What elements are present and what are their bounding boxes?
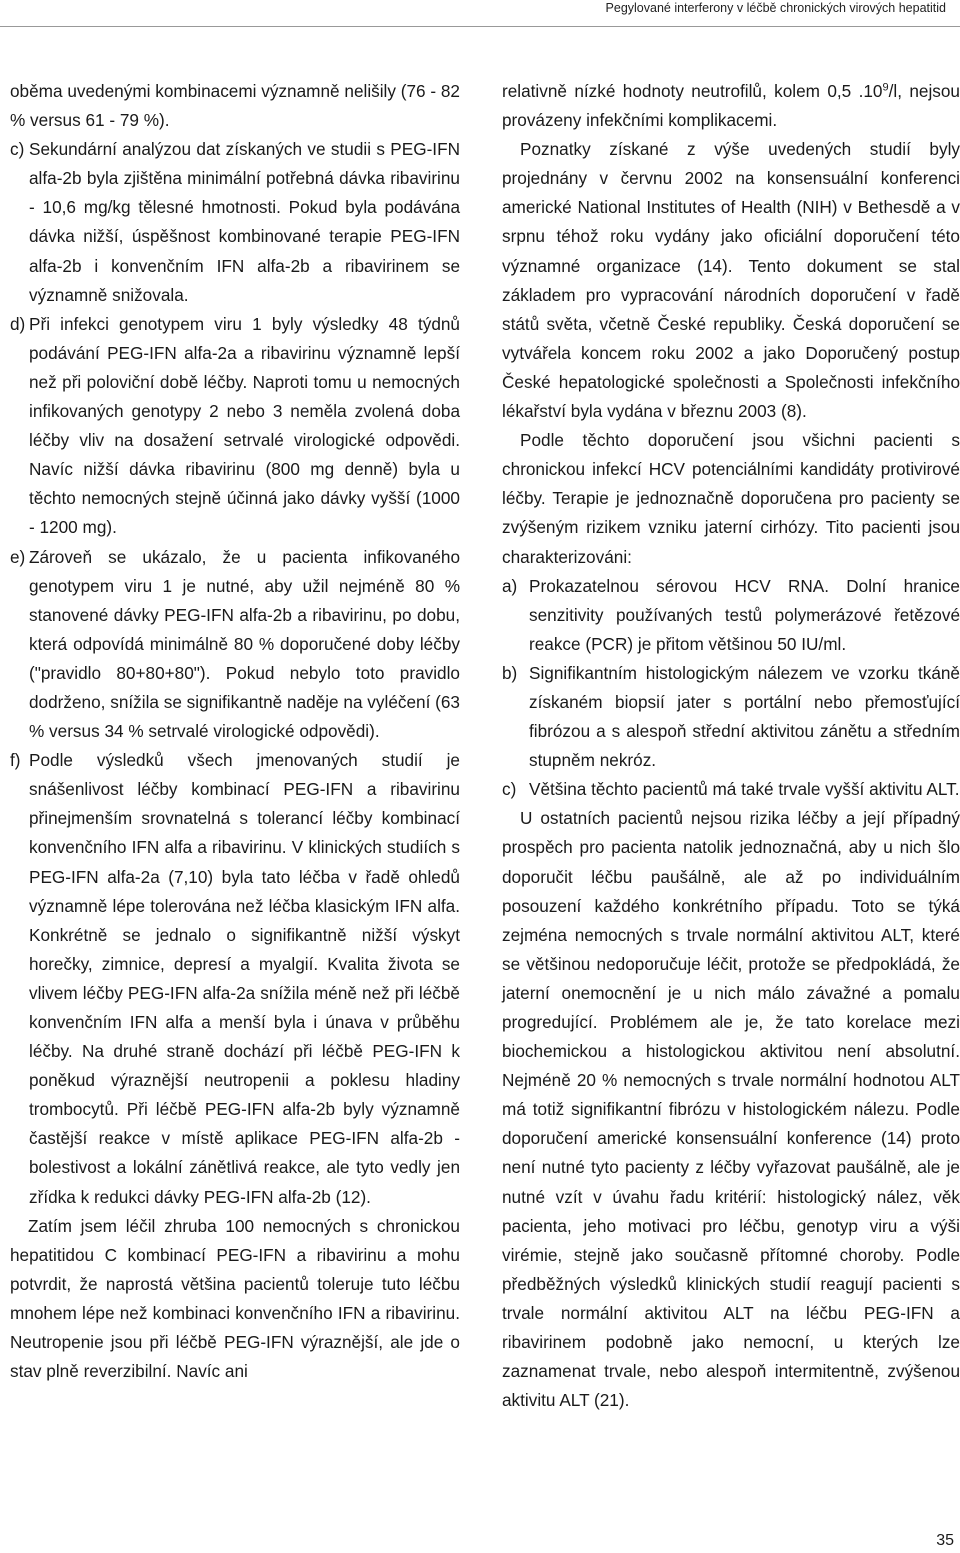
list-item-c <box>502 775 960 804</box>
list-text: Zároveň se ukázalo, že u pacienta infikovaného genotypem viru 1 je nutné, aby užil nejméně 80 % stanovené dávky PEG-IFN alfa-2b a ribavirinu, po dobu, která odpovídá minimálně 80 % doporučené doby léčby ("pravidlo 80+80+80"). Pokud nebylo toto pravidlo dodrženo, snížila se signifikantně naděje na vyléčení (63 % versus 34 % setrvalé virologické odpovědi). <box>29 546 460 742</box>
list-label: a) <box>502 575 518 596</box>
list-text: Prokazatelnou sérovou HCV RNA. Dolní hranice senzitivity používaných testů polymerázové řetězové reakce (PCR) je přitom většinou 50 IU/ml. <box>529 575 960 654</box>
list-item-a <box>502 572 960 659</box>
list-label: e) <box>10 546 26 567</box>
list-item-f <box>10 746 460 1212</box>
list-text: Sekundární analýzou dat získaných ve studii s PEG-IFN alfa-2b byla zjištěna minimální potřebná dávka ribavirinu - 10,6 mg/kg tělesné hmotnosti. Pokud byla podávána dávka nižší, úspěšnost kombinované terapie PEG-IFN alfa-2b i konvenčním IFN alfa-2b a ribavirinem se významně snižovala. <box>29 139 460 305</box>
continuation-text-start: relativně nízké hodnoty neutrofilů, kolem 0,5 .10 <box>502 81 883 101</box>
list-label: d) <box>10 313 26 334</box>
paragraph-continuation: oběma uvedenými kombinacemi významně nelišily (76 - 82 % versus 61 - 79 %). <box>10 81 460 131</box>
paragraph-continuation <box>502 77 960 135</box>
list-item-e <box>10 543 460 747</box>
right-column <box>502 77 960 1415</box>
list-text: Podle výsledků všech jmenovaných studií je snášenlivost léčby kombinací PEG-IFN a ribavirinu přinejmenším srovnatelná s tolerancí léčby kombinací konvenčního IFN alfa a ribavirinu. V klinických studiích s PEG-IFN alfa-2a (7,10) byla tato léčba v řadě ohledů významně lépe tolerována než léčba klasickým IFN alfa. Konkrétně se jednalo o signifikantně nižší výskyt horečky, zimnice, depresí a myalgií. Kvalita života se vlivem léčby PEG-IFN alfa-2a snížila méně než při léčbě konvenčním IFN alfa a menší byla i únava v průběhu léčby. Na druhé straně dochází při léčbě PEG-IFN k poněkud výraznější neutropenii a poklesu hladiny trombocytů. Při léčbě PEG-IFN alfa-2b byly významně častější reakce v místě aplikace PEG-IFN alfa-2b - bolestivost a lokální zánětlivá reakce, ale tyto vedly jen zřídka k redukci dávky PEG-IFN alfa-2b (12). <box>29 750 460 1207</box>
list-label: c) <box>502 779 517 800</box>
paragraph-consensus: Poznatky získané z výše uvedených studií byly projednány v červnu 2002 na konsensuální konferenci americké National Institutes of Health (NIH) v Bethesdě a v srpnu téhož roku vydány jako oficiální doporučení této významné organizace (14). Tento dokument se stal základem pro vypracování národních doporučení v řadě států světa, včetně České republiky. Česká doporučení se vytvářela koncem roku 2002 a jako Doporučený postup České hepatologické společnosti a Společnosti infekčního lékařství byla vydána v březnu 2003 (8). <box>502 139 960 422</box>
page-number: 35 <box>936 1532 954 1549</box>
paragraph-other-patients: U ostatních pacientů nejsou rizika léčby a její případný prospěch pro pacienta natolik jednoznačná, aby u nich šlo doporučit léčbu paušálně, ale až po individuálním posouzení každého konkrétního případu. Toto se týká zejména nemocných s trvale normální aktivitou ALT, které se většinou nedoporučuje léčit, protože se předpokládá, že jaterní onemocnění je u nich málo závažné a pomalu progredující. Problémem ale je, že tato korelace mezi biochemickou a histologickou aktivitou není absolutní. Nejméně 20 % nemocných s trvale normální hodnotou ALT má totiž signifikantní fibrózu v histologickém nálezu. Podle doporučení americké konsensuální konference (14) proto není nutné tyto pacienty z léčby vyřazovat paušálně, ale je nutné vzít v úvahu řadu kritérií: histologický nález, věk pacienta, jeho motivaci pro léčbu, genotyp viru a výši virémie, stejně jako současně přítomné choroby. Podle předběžných výsledků klinických studií reagují pacienti s trvale normální aktivitou ALT na léčbu PEG-IFN a ribavirinem podobně jako nemocní, u kterých lze zaznamenat trvale, nebo alespoň intermitentně, zvýšenou aktivitu ALT (21). <box>502 808 960 1411</box>
list-item-b <box>502 659 960 775</box>
list-label: f) <box>10 750 21 771</box>
list-label: c) <box>10 139 25 160</box>
superscript-exponent: 9 <box>882 81 889 94</box>
paragraph-candidates: Podle těchto doporučení jsou všichni pacienti s chronickou infekcí HCV potenciálními kandidáty protivirové léčby. Terapie je jednoznačně doporučena pro pacienty se zvýšeným rizikem vzniku jaterní cirhózy. Tito pacienti jsou charakterizováni: <box>502 430 960 567</box>
list-item-c <box>10 135 460 310</box>
list-text: Při infekci genotypem viru 1 byly výsledky 48 týdnů podávání PEG-IFN alfa-2a a ribavirinu významně lepší než při poloviční době léčby. Naproti tomu u nemocných infikovaných genotypy 2 nebo 3 neměla zvolená doba léčby vliv na dosažení setrvalé virologické odpovědi. Navíc nižší dávka ribavirinu (800 mg denně) byla u těchto nemocných stejně účinná jako dávky vyšší (1000 - 1200 mg). <box>29 313 460 538</box>
header-rule <box>0 26 960 27</box>
list-text: Většina těchto pacientů má také trvale vyšší aktivitu ALT. <box>529 779 960 800</box>
continuation-text-end: /l, nejsou provázeny infekčními komplikacemi. <box>502 81 960 131</box>
running-header: Pegylované interferony v léčbě chronických virových hepatitid <box>605 1 946 15</box>
left-column <box>10 77 460 1386</box>
list-label: b) <box>502 662 518 683</box>
list-text: Signifikantním histologickým nálezem ve vzorku tkáně získaném biopsií jater s portální nebo přemosťující fibrózou a s alespoň střední aktivitou zánětu a středním stupněm nekróz. <box>529 662 960 771</box>
paragraph-author-experience: Zatím jsem léčil zhruba 100 nemocných s chronickou hepatitidou C kombinací PEG-IFN a ribavirinu a mohu potvrdit, že naprostá většina pacientů toleruje tuto léčbu mnohem lépe než kombinaci konvenčního IFN a ribavirinu. Neutropenie jsou při léčbě PEG-IFN výraznější, ale jde o stav plně reverzibilní. Navíc ani <box>10 1215 460 1382</box>
list-item-d <box>10 310 460 543</box>
